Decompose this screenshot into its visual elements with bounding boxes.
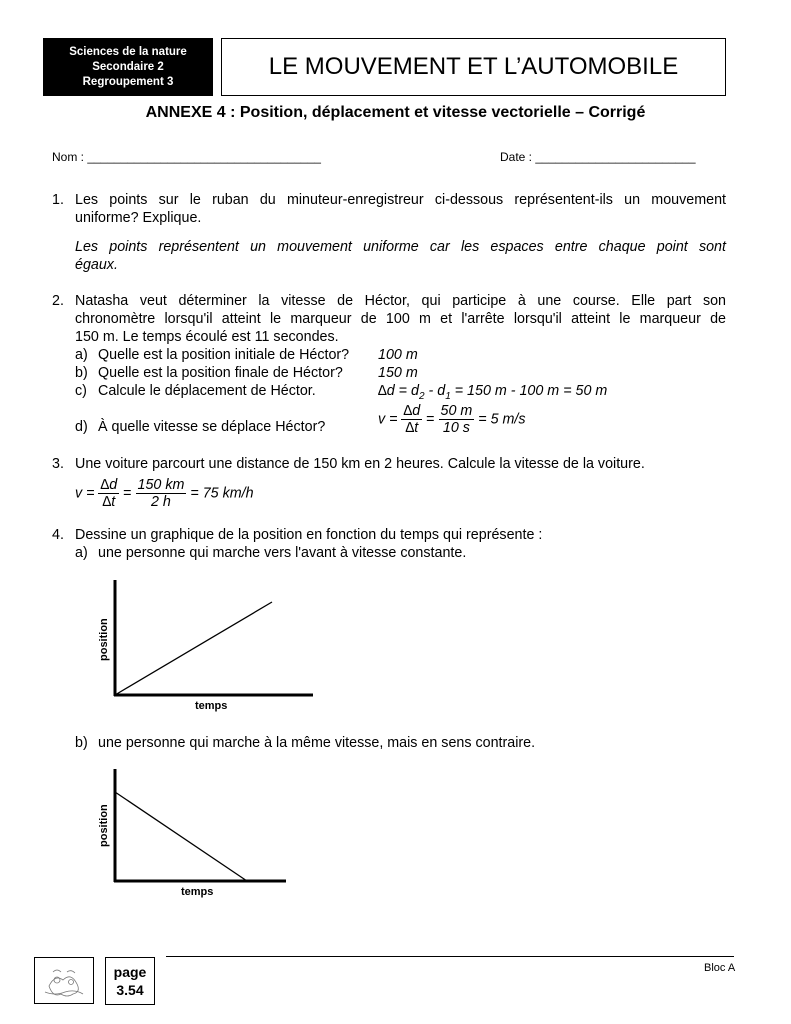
q2c-subscript-1: 1 <box>445 390 451 402</box>
q2d-fraction-1 <box>401 403 422 436</box>
q2c-label: c) <box>75 383 87 399</box>
q2d-equals: = <box>426 411 435 428</box>
q3-frac1-top: ∆d <box>100 477 118 493</box>
q2c-answer-part3: = 150 m - 100 m = 50 m <box>450 383 608 399</box>
q3-formula <box>75 477 254 510</box>
q4-text: Dessine un graphique de la position en fonction du temps qui représente : <box>75 527 543 543</box>
graph-a-position-line <box>115 602 272 695</box>
q2d-frac2-bottom: 10 s <box>442 420 470 436</box>
q3-frac2-bottom: 2 h <box>151 494 171 510</box>
q1-text-line1: Les points sur le ruban du minuteur-enregistreur ci-dessous représentent-ils un mouvement <box>75 192 726 208</box>
page-title-box <box>221 38 726 96</box>
course-line-1: Sciences de la nature <box>69 45 187 58</box>
graph-b <box>90 765 300 905</box>
q2b-label: b) <box>75 365 88 381</box>
course-info-box <box>43 38 213 96</box>
q3-fraction-1 <box>98 477 119 510</box>
q2d-frac2-top: 50 m <box>440 403 473 419</box>
date-field: Date : ________________________ <box>500 150 696 164</box>
page-label: page <box>113 964 147 980</box>
q2b-answer: 150 m <box>378 365 418 381</box>
graph-b-xlabel: temps <box>181 886 214 898</box>
q2d-frac1-bottom: ∆t <box>405 420 419 436</box>
graph-a-ylabel: position <box>98 618 110 661</box>
logo-icon <box>35 958 93 1003</box>
q2d-result: = 5 m/s <box>478 411 526 428</box>
q3-frac1-bottom: ∆t <box>102 494 116 510</box>
page-number: 3.54 <box>116 982 144 998</box>
course-line-2: Secondaire 2 <box>92 60 164 73</box>
q3-fraction-2 <box>136 477 187 510</box>
graph-b-position-line <box>115 792 247 881</box>
q3-equals: = <box>123 485 132 502</box>
graph-b-ylabel: position <box>98 804 110 847</box>
q2d-text: À quelle vitesse se déplace Héctor? <box>98 419 326 435</box>
bloc-label: Bloc A <box>704 962 736 974</box>
q2c-subscript-2: 2 <box>418 390 425 402</box>
q4a-label: a) <box>75 545 88 561</box>
q2d-fraction-2 <box>439 403 475 436</box>
q2a-answer: 100 m <box>378 347 418 363</box>
q2d-label: d) <box>75 419 88 435</box>
course-line-3: Regroupement 3 <box>82 75 174 88</box>
q1-text-line2: uniforme? Explique. <box>75 210 202 226</box>
q2-text-line2: chronomètre lorsqu'il atteint le marqueur de 100 m et l'arrête lorsqu'il atteint le marqueur de <box>75 311 726 327</box>
q2-number: 2. <box>52 293 64 309</box>
q2c-text: Calcule le déplacement de Héctor. <box>98 383 316 399</box>
q2a-text: Quelle est la position initiale de Héctor? <box>98 347 350 363</box>
graph-a-xlabel: temps <box>195 700 228 712</box>
q2a-label: a) <box>75 347 88 363</box>
q3-frac2-top: 150 km <box>137 477 185 493</box>
q4a-text: une personne qui marche vers l'avant à vitesse constante. <box>98 545 467 561</box>
logo-box <box>34 957 94 1004</box>
q2d-v: v = <box>378 411 398 428</box>
q1-answer-line1: Les points représentent un mouvement uniforme car les espaces entre chaque point sont <box>75 239 726 255</box>
q4-number: 4. <box>52 527 64 543</box>
footer-rule <box>166 956 734 957</box>
page-number-box <box>105 957 155 1005</box>
q4b-label: b) <box>75 735 88 751</box>
q2-text-line3: 150 m. Le temps écoulé est 11 secondes. <box>75 329 339 345</box>
q3-number: 3. <box>52 456 64 472</box>
page-title: LE MOUVEMENT ET L’AUTOMOBILE <box>268 53 679 80</box>
q2-text-line1: Natasha veut déterminer la vitesse de Héctor, qui participe à une course. Elle part son <box>75 293 726 309</box>
graph-a <box>90 575 320 715</box>
name-field: Nom : ___________________________________ <box>52 150 321 164</box>
delta-symbol: ∆ <box>378 383 387 399</box>
q1-number: 1. <box>52 192 64 208</box>
q2c-answer-part2: - d <box>424 383 446 399</box>
q3-text: Une voiture parcourt une distance de 150 km en 2 heures. Calcule la vitesse de la voiture. <box>75 456 645 472</box>
q2b-text: Quelle est la position finale de Héctor? <box>98 365 343 381</box>
q3-result: = 75 km/h <box>190 485 254 502</box>
q2c-answer-part1: d = d <box>386 383 419 399</box>
q1-answer-line2: égaux. <box>75 257 118 273</box>
q2d-frac1-top: ∆d <box>403 403 421 419</box>
q4b-text: une personne qui marche à la même vitesse, mais en sens contraire. <box>98 735 536 751</box>
q3-v: v = <box>75 485 95 502</box>
q2d-formula <box>378 403 526 436</box>
annex-title: ANNEXE 4 : Position, déplacement et vitesse vectorielle – Corrigé <box>145 104 646 121</box>
